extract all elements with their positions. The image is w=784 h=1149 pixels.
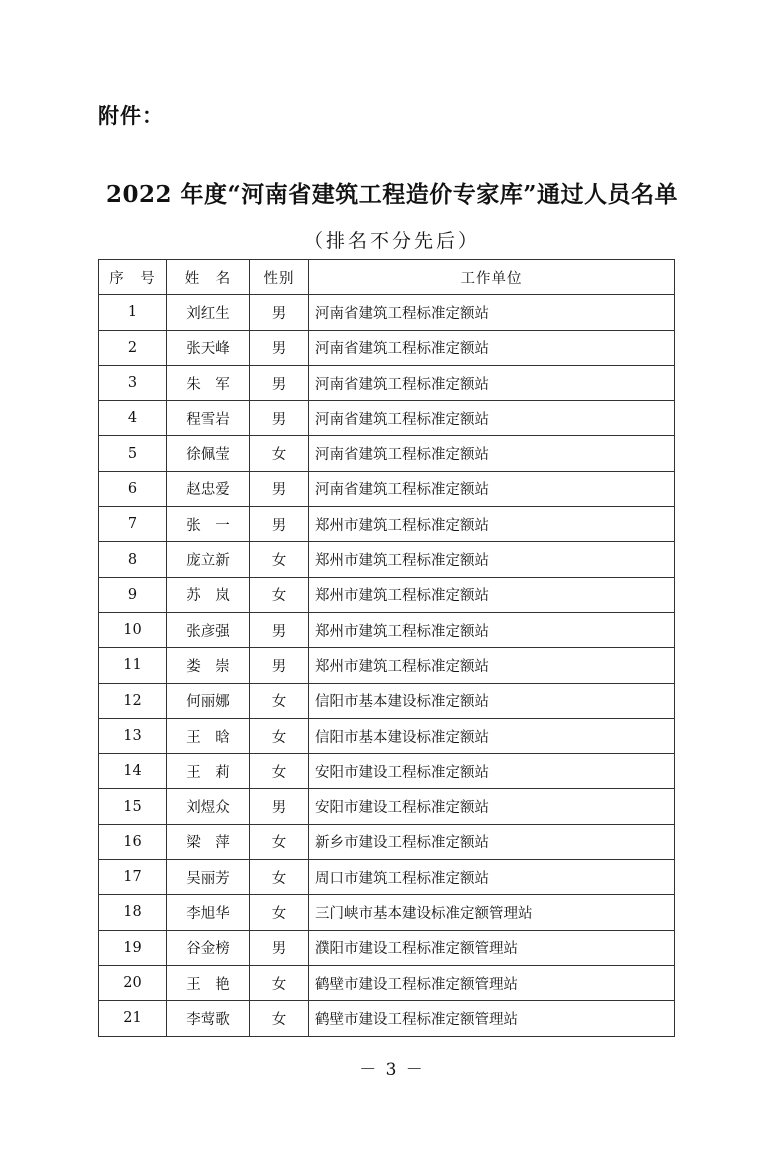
table-row: [99, 930, 675, 965]
cell-workplace: 安阳市建设工程标准定额站: [309, 789, 675, 824]
cell-name: 庞立新: [167, 542, 250, 577]
cell-gender: 男: [250, 612, 309, 647]
cell-number: 18: [99, 895, 167, 930]
cell-gender: 男: [250, 507, 309, 542]
cell-name: 何丽娜: [167, 683, 250, 718]
table-row: [99, 683, 675, 718]
table-row: [99, 365, 675, 400]
cell-number: 2: [99, 330, 167, 365]
attachment-label: 附件：: [98, 104, 164, 128]
cell-workplace: 信阳市基本建设标准定额站: [309, 718, 675, 753]
cell-gender: 男: [250, 295, 309, 330]
cell-workplace: 鹤壁市建设工程标准定额管理站: [309, 1001, 675, 1036]
cell-name: 刘煜众: [167, 789, 250, 824]
table-body: [99, 295, 675, 1036]
table-row: [99, 718, 675, 753]
cell-number: 3: [99, 365, 167, 400]
cell-name: 赵忠爱: [167, 471, 250, 506]
header-workplace: 工作单位: [309, 260, 675, 295]
cell-workplace: 河南省建筑工程标准定额站: [309, 365, 675, 400]
cell-gender: 男: [250, 401, 309, 436]
table-row: [99, 824, 675, 859]
cell-gender: 男: [250, 365, 309, 400]
table-row: [99, 542, 675, 577]
cell-gender: 女: [250, 542, 309, 577]
cell-name: 王 晗: [167, 718, 250, 753]
table-row: [99, 860, 675, 895]
table-row: [99, 401, 675, 436]
cell-workplace: 信阳市基本建设标准定额站: [309, 683, 675, 718]
cell-gender: 女: [250, 683, 309, 718]
cell-number: 16: [99, 824, 167, 859]
cell-gender: 女: [250, 577, 309, 612]
cell-workplace: 郑州市建筑工程标准定额站: [309, 577, 675, 612]
cell-number: 9: [99, 577, 167, 612]
cell-gender: 女: [250, 718, 309, 753]
table-row: [99, 648, 675, 683]
cell-workplace: 周口市建筑工程标准定额站: [309, 860, 675, 895]
cell-number: 10: [99, 612, 167, 647]
cell-gender: 男: [250, 930, 309, 965]
table-row: [99, 295, 675, 330]
cell-number: 5: [99, 436, 167, 471]
header-gender: 性别: [250, 260, 309, 295]
cell-name: 吴丽芳: [167, 860, 250, 895]
cell-name: 徐佩莹: [167, 436, 250, 471]
cell-workplace: 河南省建筑工程标准定额站: [309, 330, 675, 365]
cell-gender: 女: [250, 754, 309, 789]
cell-name: 谷金榜: [167, 930, 250, 965]
cell-number: 21: [99, 1001, 167, 1036]
cell-number: 12: [99, 683, 167, 718]
cell-number: 15: [99, 789, 167, 824]
cell-number: 20: [99, 965, 167, 1000]
cell-name: 李莺歌: [167, 1001, 250, 1036]
cell-name: 娄 崇: [167, 648, 250, 683]
cell-workplace: 郑州市建筑工程标准定额站: [309, 612, 675, 647]
cell-gender: 女: [250, 1001, 309, 1036]
cell-name: 刘红生: [167, 295, 250, 330]
table-row: [99, 330, 675, 365]
cell-name: 程雪岩: [167, 401, 250, 436]
table-row: [99, 612, 675, 647]
cell-name: 王 艳: [167, 965, 250, 1000]
document-title: 2022 年度“河南省建筑工程造价专家库”通过人员名单: [106, 181, 678, 208]
cell-gender: 男: [250, 789, 309, 824]
cell-name: 王 莉: [167, 754, 250, 789]
cell-name: 张彦强: [167, 612, 250, 647]
cell-workplace: 河南省建筑工程标准定额站: [309, 295, 675, 330]
cell-gender: 女: [250, 824, 309, 859]
table-row: [99, 789, 675, 824]
table-row: [99, 754, 675, 789]
table-row: [99, 507, 675, 542]
cell-workplace: 郑州市建筑工程标准定额站: [309, 542, 675, 577]
header-name: 姓 名: [167, 260, 250, 295]
table-row: [99, 895, 675, 930]
cell-workplace: 郑州市建筑工程标准定额站: [309, 507, 675, 542]
table-row: [99, 1001, 675, 1036]
cell-workplace: 河南省建筑工程标准定额站: [309, 401, 675, 436]
header-number: 序 号: [99, 260, 167, 295]
page-number: － 3 －: [359, 1060, 425, 1080]
table-header-row: [99, 260, 675, 295]
cell-name: 梁 萍: [167, 824, 250, 859]
cell-gender: 男: [250, 330, 309, 365]
table-row: [99, 436, 675, 471]
cell-number: 13: [99, 718, 167, 753]
cell-workplace: 鹤壁市建设工程标准定额管理站: [309, 965, 675, 1000]
cell-name: 朱 军: [167, 365, 250, 400]
cell-gender: 男: [250, 648, 309, 683]
cell-number: 4: [99, 401, 167, 436]
cell-workplace: 濮阳市建设工程标准定额管理站: [309, 930, 675, 965]
cell-number: 6: [99, 471, 167, 506]
table-row: [99, 965, 675, 1000]
cell-number: 19: [99, 930, 167, 965]
cell-number: 7: [99, 507, 167, 542]
cell-number: 11: [99, 648, 167, 683]
cell-number: 14: [99, 754, 167, 789]
cell-gender: 女: [250, 436, 309, 471]
cell-gender: 女: [250, 895, 309, 930]
cell-workplace: 河南省建筑工程标准定额站: [309, 436, 675, 471]
cell-number: 17: [99, 860, 167, 895]
cell-number: 1: [99, 295, 167, 330]
cell-gender: 男: [250, 471, 309, 506]
cell-gender: 女: [250, 965, 309, 1000]
cell-workplace: 郑州市建筑工程标准定额站: [309, 648, 675, 683]
cell-name: 苏 岚: [167, 577, 250, 612]
cell-workplace: 三门峡市基本建设标准定额管理站: [309, 895, 675, 930]
table-row: [99, 471, 675, 506]
cell-name: 李旭华: [167, 895, 250, 930]
cell-workplace: 新乡市建设工程标准定额站: [309, 824, 675, 859]
cell-name: 张天峰: [167, 330, 250, 365]
cell-name: 张 一: [167, 507, 250, 542]
table-row: [99, 577, 675, 612]
cell-gender: 女: [250, 860, 309, 895]
cell-number: 8: [99, 542, 167, 577]
cell-workplace: 安阳市建设工程标准定额站: [309, 754, 675, 789]
document-subtitle: （排名不分先后）: [303, 230, 480, 252]
roster-table: [98, 259, 675, 1037]
cell-workplace: 河南省建筑工程标准定额站: [309, 471, 675, 506]
